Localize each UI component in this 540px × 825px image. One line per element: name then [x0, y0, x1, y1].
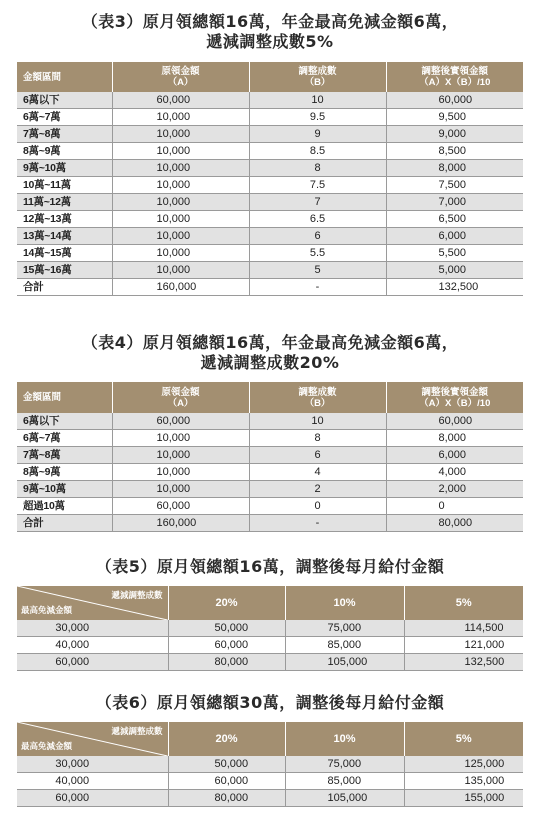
table4-cell: 0 — [249, 498, 386, 515]
table3-row — [17, 92, 523, 109]
table4-cell: 8 — [249, 430, 386, 447]
table3-cell: 10,000 — [112, 126, 249, 143]
table3-cell: 10,000 — [112, 194, 249, 211]
table4-row — [17, 413, 523, 430]
table4-cell: 8萬~9萬 — [17, 464, 112, 481]
table3-row — [17, 245, 523, 262]
table5-corner — [17, 586, 168, 620]
table3-cell: 10萬~11萬 — [17, 177, 112, 194]
table3-row — [17, 194, 523, 211]
table3-row — [17, 143, 523, 160]
table3-cell: 8 — [249, 160, 386, 177]
table5 — [17, 586, 523, 671]
table3-cell: 5,500 — [386, 245, 523, 262]
table3-cell: 7,500 — [386, 177, 523, 194]
table3-header: 原領金額 （A） — [112, 62, 249, 92]
table5-row — [17, 620, 523, 637]
table3-title-line1: （表3）原月領總額16萬，年金最高免減金額6萬， — [81, 12, 459, 31]
table4-header: 調整成數 （B） — [249, 382, 386, 413]
table3-cell: 10,000 — [112, 143, 249, 160]
table6-cell: 105,000 — [285, 790, 404, 807]
table6-row — [17, 756, 523, 773]
table3-section — [17, 12, 523, 296]
table6-cell: 85,000 — [285, 773, 404, 790]
table3-cell: 9萬~10萬 — [17, 160, 112, 177]
table3-cell: 7萬~8萬 — [17, 126, 112, 143]
table4-cell: 0 — [386, 498, 523, 515]
table6-header: 10% — [285, 722, 404, 756]
table3 — [17, 62, 523, 296]
table3-header: 調整成數 （B） — [249, 62, 386, 92]
table5-cell: 60,000 — [17, 654, 168, 671]
table3-cell: 15萬~16萬 — [17, 262, 112, 279]
table3-cell: 14萬~15萬 — [17, 245, 112, 262]
table4-cell: - — [249, 515, 386, 532]
table5-section — [17, 557, 523, 671]
table6 — [17, 722, 523, 807]
table4-cell: 4,000 — [386, 464, 523, 481]
table5-corner-top: 遞減調整成數 — [111, 590, 163, 600]
table4-row — [17, 447, 523, 464]
table5-cell: 75,000 — [285, 620, 404, 637]
table6-cell: 30,000 — [17, 756, 168, 773]
table6-cell: 40,000 — [17, 773, 168, 790]
table4-title-line1: （表4）原月領總額16萬，年金最高免減金額6萬， — [81, 333, 459, 352]
table3-cell: 160,000 — [112, 279, 249, 296]
table4-header: 金額區間 — [17, 382, 112, 413]
table3-row — [17, 160, 523, 177]
table3-cell: 10,000 — [112, 245, 249, 262]
table5-cell: 50,000 — [168, 620, 285, 637]
table4-cell: 6 — [249, 447, 386, 464]
table5-cell: 121,000 — [404, 637, 523, 654]
table3-cell: 5,000 — [386, 262, 523, 279]
table3-cell: 9 — [249, 126, 386, 143]
table5-header: 5% — [404, 586, 523, 620]
table3-cell: 6,500 — [386, 211, 523, 228]
table3-cell: 5 — [249, 262, 386, 279]
table5-cell: 80,000 — [168, 654, 285, 671]
table4-row — [17, 515, 523, 532]
table4-cell: 6萬以下 — [17, 413, 112, 430]
table3-cell: 8,000 — [386, 160, 523, 177]
table6-cell: 60,000 — [168, 773, 285, 790]
table4 — [17, 382, 523, 532]
table5-cell: 105,000 — [285, 654, 404, 671]
table3-row — [17, 279, 523, 296]
table3-cell: 6 — [249, 228, 386, 245]
table3-row — [17, 126, 523, 143]
table4-cell: 2 — [249, 481, 386, 498]
table6-corner — [17, 722, 168, 756]
table4-cell: 7萬~8萬 — [17, 447, 112, 464]
table5-header: 10% — [285, 586, 404, 620]
table4-cell: 9萬~10萬 — [17, 481, 112, 498]
table4-cell: 8,000 — [386, 430, 523, 447]
table3-cell: 10,000 — [112, 228, 249, 245]
table4-row — [17, 464, 523, 481]
table3-row — [17, 211, 523, 228]
table3-cell: 10,000 — [112, 177, 249, 194]
table6-cell: 155,000 — [404, 790, 523, 807]
table6-cell: 50,000 — [168, 756, 285, 773]
table6-header: 20% — [168, 722, 285, 756]
table5-title: （表5）原月領總額16萬，調整後每月給付金額 — [95, 557, 445, 576]
table4-header: 調整後實領金額 （A）X（B）/10 — [386, 382, 523, 413]
table4-cell: 60,000 — [112, 498, 249, 515]
table5-header: 20% — [168, 586, 285, 620]
table3-row — [17, 228, 523, 245]
table4-row — [17, 430, 523, 447]
table3-cell: 9.5 — [249, 109, 386, 126]
table4-cell: 超過10萬 — [17, 498, 112, 515]
table3-row — [17, 262, 523, 279]
table3-cell: 7,000 — [386, 194, 523, 211]
table5-cell: 30,000 — [17, 620, 168, 637]
table6-cell: 125,000 — [404, 756, 523, 773]
table4-cell: 10,000 — [112, 481, 249, 498]
table4-cell: 10,000 — [112, 464, 249, 481]
table6-corner-top: 遞減調整成數 — [111, 726, 163, 736]
table3-cell: 10,000 — [112, 109, 249, 126]
table4-cell: 60,000 — [386, 413, 523, 430]
table3-row — [17, 109, 523, 126]
table3-cell: 7.5 — [249, 177, 386, 194]
table6-cell: 75,000 — [285, 756, 404, 773]
table4-cell: 6,000 — [386, 447, 523, 464]
table3-cell: - — [249, 279, 386, 296]
table6-cell: 135,000 — [404, 773, 523, 790]
table3-cell: 13萬~14萬 — [17, 228, 112, 245]
table3-cell: 8,500 — [386, 143, 523, 160]
table3-cell: 6.5 — [249, 211, 386, 228]
table6-title: （表6）原月領總額30萬，調整後每月給付金額 — [95, 693, 445, 712]
table6-section — [17, 693, 523, 807]
table3-cell: 合計 — [17, 279, 112, 296]
table5-row — [17, 654, 523, 671]
table5-cell: 60,000 — [168, 637, 285, 654]
table4-header: 原領金額 （A） — [112, 382, 249, 413]
table3-cell: 9,500 — [386, 109, 523, 126]
table6-corner-bottom: 最高免減金額 — [21, 741, 73, 751]
table4-cell: 2,000 — [386, 481, 523, 498]
table3-cell: 9,000 — [386, 126, 523, 143]
table4-title — [17, 333, 523, 373]
table3-cell: 10,000 — [112, 160, 249, 177]
table3-title-line2: 遞減調整成數5% — [206, 32, 334, 51]
table3-cell: 6,000 — [386, 228, 523, 245]
table5-cell: 114,500 — [404, 620, 523, 637]
table3-cell: 12萬~13萬 — [17, 211, 112, 228]
table3-cell: 5.5 — [249, 245, 386, 262]
table4-cell: 10,000 — [112, 430, 249, 447]
table6-header: 5% — [404, 722, 523, 756]
table3-cell: 10 — [249, 92, 386, 109]
table3-header: 調整後實領金額 （A）X（B）/10 — [386, 62, 523, 92]
table4-cell: 6萬~7萬 — [17, 430, 112, 447]
table3-row — [17, 177, 523, 194]
table3-cell: 8萬~9萬 — [17, 143, 112, 160]
table3-cell: 6萬以下 — [17, 92, 112, 109]
table5-cell: 85,000 — [285, 637, 404, 654]
table5-row — [17, 637, 523, 654]
table4-section — [17, 333, 523, 532]
table3-cell: 10,000 — [112, 262, 249, 279]
table4-title-line2: 遞減調整成數20% — [200, 353, 340, 372]
table5-cell: 132,500 — [404, 654, 523, 671]
table3-cell: 60,000 — [112, 92, 249, 109]
table4-cell: 160,000 — [112, 515, 249, 532]
table3-cell: 8.5 — [249, 143, 386, 160]
table4-row — [17, 498, 523, 515]
table3-title — [17, 12, 523, 52]
table4-cell: 80,000 — [386, 515, 523, 532]
table3-cell: 6萬~7萬 — [17, 109, 112, 126]
table4-row — [17, 481, 523, 498]
table5-corner-bottom: 最高免減金額 — [21, 605, 73, 615]
table6-row — [17, 790, 523, 807]
table4-cell: 60,000 — [112, 413, 249, 430]
table3-cell: 11萬~12萬 — [17, 194, 112, 211]
table3-cell: 10,000 — [112, 211, 249, 228]
table5-cell: 40,000 — [17, 637, 168, 654]
table3-cell: 132,500 — [386, 279, 523, 296]
table4-cell: 10,000 — [112, 447, 249, 464]
table6-cell: 80,000 — [168, 790, 285, 807]
table4-cell: 合計 — [17, 515, 112, 532]
table4-cell: 4 — [249, 464, 386, 481]
table6-cell: 60,000 — [17, 790, 168, 807]
table3-header: 金額區間 — [17, 62, 112, 92]
table6-row — [17, 773, 523, 790]
table4-cell: 10 — [249, 413, 386, 430]
table3-cell: 7 — [249, 194, 386, 211]
table3-cell: 60,000 — [386, 92, 523, 109]
